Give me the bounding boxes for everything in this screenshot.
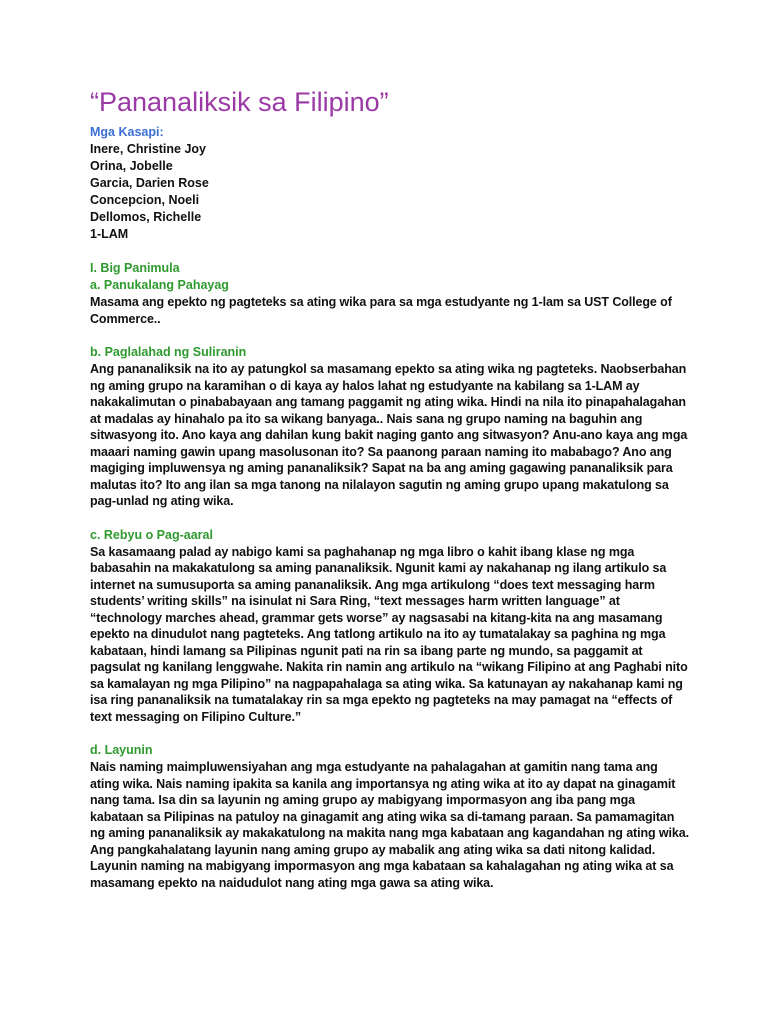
member-name: Garcia, Darien Rose: [90, 176, 209, 190]
section-d-heading: d. Layunin: [90, 743, 153, 757]
section-b-heading: b. Paglalahad ng Suliranin: [90, 345, 247, 359]
member-name: Concepcion, Noeli: [90, 193, 200, 207]
section-code: 1-LAM: [90, 227, 129, 241]
spacer: [90, 243, 718, 260]
member-name: Dellomos, Richelle: [90, 210, 202, 224]
spacer: [90, 327, 718, 344]
part-heading: I. Big Panimula: [90, 261, 180, 275]
page-title: “Pananaliksik sa Filipino”: [90, 87, 389, 117]
section-d-body-1: Nais naming maimpluwensiyahan ang mga estudyante na pahalagahan at gamitin nang tama ang ating wika. Nais naming ipakita sa kanila ang importansya ng ating wika at ito ay dapat na ginagamit nang tama. Isa din sa layunin ng aming grupo ay mabigyang impormasyon ang iba pang mga kabataan sa Pilipinas na patuloy na ginagamit ang ating wika sa di-tamang paraan. Sa pamamagitan ng aming pananaliksik ay makakatulong na makita nang mga kabataan ang kagandahan ng ating wika.: [90, 760, 690, 840]
member-name: Orina, Jobelle: [90, 159, 173, 173]
section-c-body: Sa kasamaang palad ay nabigo kami sa paghahanap ng mga libro o kahit ibang klase ng mga babasahin na makakatulong sa aming pananaliksik. Ngunit kami ay nakahanap ng ilang artikulo sa internet na sumusuporta sa aming pananaliksik. Ang mga artikulong “does text messaging harm students’ writing skills” na isinulat ni Sara Ring, “text messages harm written language” at “technology marches ahead, grammar gets worse” ay nagsasabi na kitang-kita na ang masamang epekto na dinudulot nang pagteteks. Ang tatlong artikulo na ito ay tumatalakay sa paghina ng mga kabataan, hindi lamang sa Pilipinas ngunit pati na rin sa ibang parte ng mundo, sa paggamit at pagsulat ng kanilang lenggwahe. Nakita rin namin ang artikulo na “wikang Filipino at ang Paghabi nito sa kamalayan ng mga Pilipino” na nagpapahalaga sa ating wika. Sa katunayan ay nakahanap kami ng isa ring pananaliksik na tumatalakay rin sa mga epekto ng pagteteks na may pamagat na “effects of text messaging on Filipino Culture.”: [90, 544, 688, 724]
members-list: [90, 141, 718, 243]
section-d-body-2: Ang pangkahalatang layunin nang aming grupo ay mabalik ang ating wika sa dati nitong kalidad. Layunin naming na mabigyang impormasyon ang mga kabataan sa kahalagahan ng ating wika at sa masamang epekto na naidudulot nang ating mga gawa sa ating wika.: [90, 842, 674, 890]
spacer: [90, 510, 718, 527]
section-a-body: Masama ang epekto ng pagteteks sa ating wika para sa mga estudyante ng 1-lam sa UST College of Commerce..: [90, 295, 672, 326]
section-b-body: Ang pananaliksik na ito ay patungkol sa masamang epekto sa ating wika ng pagteteks. Naobserbahan ng aming grupo na karamihan o di kaya ay halos lahat ng estudyante na kabilang sa 1-LAM ay nakakalimutan o pinababayaan ang tamang paggamit ng ating wika. Hindi na nila ito pinapahalagahan at madalas ay hinahalo pa ito sa wikang banyaga.. Nais sana ng grupo naming na baguhin ang sitwasyong ito. Ano kaya ang dahilan kung bakit naging ganto ang sitwasyon? Anu-ano kaya ang mga maaari naming gawin upang masolusonan ito? Sa paanong paraan naming ito mababago? Ano ang magiging impluwensya ng aming pananaliksik? Sapat na ba ang aming gagawing pananaliksik para malutas ito? Ito ang ilan sa mga tanong na nilalayon sagutin ng aming grupo upang makatulong sa pag-unlad ng ating wika.: [90, 362, 688, 508]
spacer: [90, 725, 718, 742]
section-c-heading: c. Rebyu o Pag-aaral: [90, 527, 213, 542]
members-heading: Mga Kasapi:: [90, 125, 164, 139]
section-a-heading: a. Panukalang Pahayag: [90, 278, 229, 292]
member-name: Inere, Christine Joy: [90, 142, 207, 156]
